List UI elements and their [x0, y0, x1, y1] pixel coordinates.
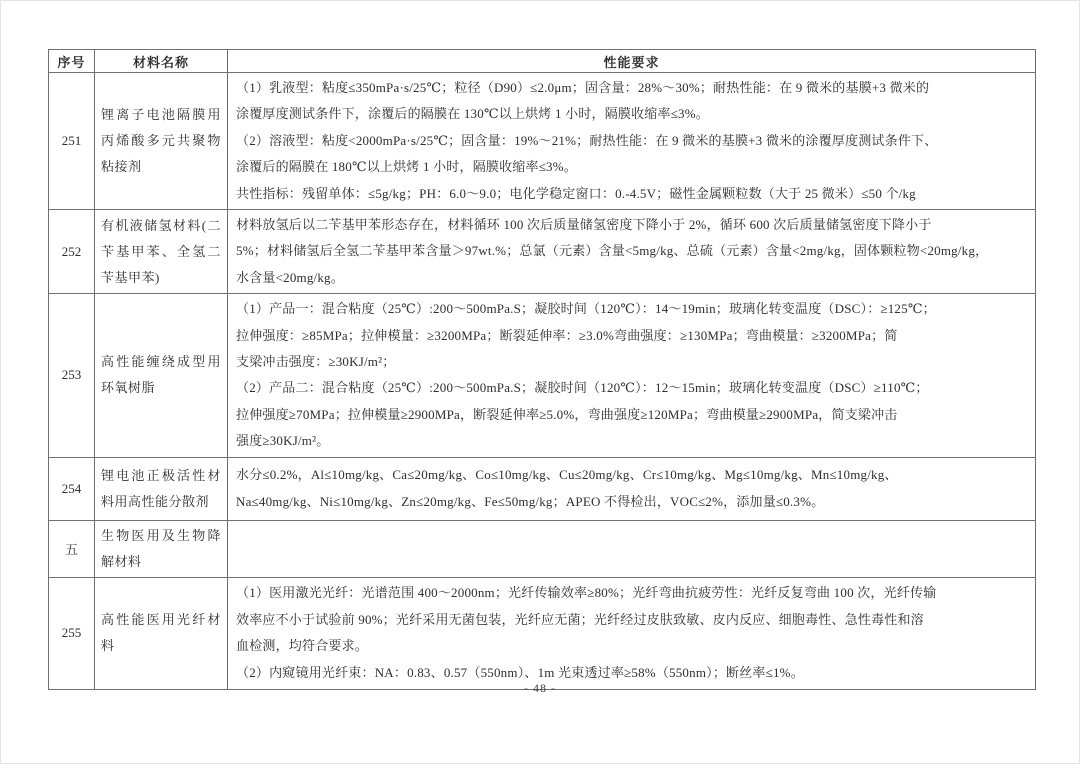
requirement-line: 材料放氢后以二苄基甲苯形态存在，材料循环 100 次后质量储氢密度下降小于 2%，循环 600 次后质量储氢密度下降小于 — [236, 217, 932, 233]
requirement-line: （2）内窥镜用光纤束：NA：0.83、0.57（550nm）、1m 光束透过率≥58%（550nm）；断丝率≤1%。 — [236, 664, 804, 680]
requirement-line: 涂覆后的隔膜在 180℃以上烘烤 1 小时，隔膜收缩率≤3%。 — [236, 159, 577, 175]
requirements-cell — [228, 457, 1036, 520]
table-row — [49, 457, 1036, 520]
requirement-line: 拉伸强度：≥85MPa；拉伸模量：≥3200MPa；断裂延伸率：≥3.0%弯曲强度：≥130MPa；弯曲模量：≥3200MPa；简 — [236, 327, 898, 343]
requirement-line: 拉伸强度≥70MPa；拉伸模量≥2900MPa，断裂延伸率≥5.0%，弯曲强度≥120MPa；弯曲模量≥2900MPa，简支梁冲击 — [236, 406, 898, 422]
material-name: 高性能医用光纤材料 — [95, 577, 228, 689]
requirement-line: 支梁冲击强度：≥30KJ/m²； — [236, 354, 396, 370]
material-name: 锂电池正极活性材料用高性能分散剂 — [95, 457, 228, 520]
header-cell-name: 材料名称 — [95, 50, 228, 73]
requirement-line: 血检测，均符合要求。 — [236, 638, 369, 654]
requirement-line: （1）医用激光光纤：光谱范围 400～2000nm；光纤传输效率≥80%；光纤弯曲抗疲劳性：光纤反复弯曲 100 次，光纤传输 — [236, 585, 937, 601]
row-number: 251 — [49, 73, 95, 210]
requirement-line: 涂覆厚度测试条件下，涂覆后的隔膜在 130℃以上烘烤 1 小时，隔膜收缩率≤3%。 — [236, 106, 709, 122]
row-number: 254 — [49, 457, 95, 520]
requirements-cell — [228, 577, 1036, 689]
material-name: 高性能缠绕成型用环氧树脂 — [95, 294, 228, 457]
table-section-row — [49, 520, 1036, 577]
header-cell-no: 序号 — [49, 50, 95, 73]
requirement-line: 5%；材料储氢后全氢二苄基甲苯含量＞97wt.%；总氯（元素）含量<5mg/kg、总硫（元素）含量<2mg/kg，固体颗粒物<20mg/kg， — [236, 243, 989, 259]
requirements-cell — [228, 210, 1036, 294]
requirements-cell — [228, 73, 1036, 210]
section-number: 五 — [49, 520, 95, 577]
requirement-line: 水含量<20mg/kg。 — [236, 269, 344, 285]
requirement-line: （2）溶液型：粘度<2000mPa·s/25℃；固含量：19%～21%；耐热性能：在 9 微米的基膜+3 微米的涂覆厚度测试条件下、 — [236, 132, 938, 148]
requirements-cell — [228, 294, 1036, 457]
header-cell-requirements: 性能要求 — [228, 50, 1036, 73]
requirement-line: 效率应不小于试验前 90%；光纤采用无菌包装，光纤应无菌；光纤经过皮肤致敏、皮内反应、细胞毒性、急性毒性和溶 — [236, 611, 924, 627]
requirement-line: 水分≤0.2%，Al≤10mg/kg、Ca≤20mg/kg、Co≤10mg/kg、Cu≤20mg/kg、Cr≤10mg/kg、Mg≤10mg/kg、Mn≤10mg/kg、 — [236, 467, 898, 483]
table-row — [49, 294, 1036, 457]
section-name: 生物医用及生物降解材料 — [95, 520, 228, 577]
table-header-row — [49, 50, 1036, 73]
table-row — [49, 210, 1036, 294]
requirement-line: （2）产品二：混合粘度（25℃）:200～500mPa.S；凝胶时间（120℃）：12～15min；玻璃化转变温度（DSC）≥110℃； — [236, 380, 929, 396]
materials-table — [48, 49, 1036, 690]
table-row — [49, 73, 1036, 210]
requirements-cell-empty — [228, 520, 1036, 577]
material-name: 锂离子电池隔膜用丙烯酸多元共聚物粘接剂 — [95, 73, 228, 210]
material-name: 有机液储氢材料(二苄基甲苯、全氢二苄基甲苯) — [95, 210, 228, 294]
row-number: 253 — [49, 294, 95, 457]
requirement-line: （1）产品一：混合粘度（25℃）:200～500mPa.S；凝胶时间（120℃）：14～19min；玻璃化转变温度（DSC）：≥125℃； — [236, 301, 936, 317]
page-number: - 48 - — [524, 681, 556, 695]
requirement-line: Na≤40mg/kg、Ni≤10mg/kg、Zn≤20mg/kg、Fe≤50mg/kg；APEO 不得检出，VOC≤2%，添加量≤0.3%。 — [236, 493, 825, 509]
requirement-line: 共性指标：残留单体：≤5g/kg；PH：6.0～9.0；电化学稳定窗口：0.-4.5V；磁性金属颗粒数（大于 25 微米）≤50 个/kg — [236, 185, 916, 201]
table-row — [49, 577, 1036, 689]
requirement-line: （1）乳液型：粘度≤350mPa·s/25℃；粒径（D90）≤2.0μm；固含量：28%～30%；耐热性能：在 9 微米的基膜+3 微米的 — [236, 80, 930, 95]
requirement-line: 强度≥30KJ/m²。 — [236, 433, 330, 449]
row-number: 255 — [49, 577, 95, 689]
row-number: 252 — [49, 210, 95, 294]
